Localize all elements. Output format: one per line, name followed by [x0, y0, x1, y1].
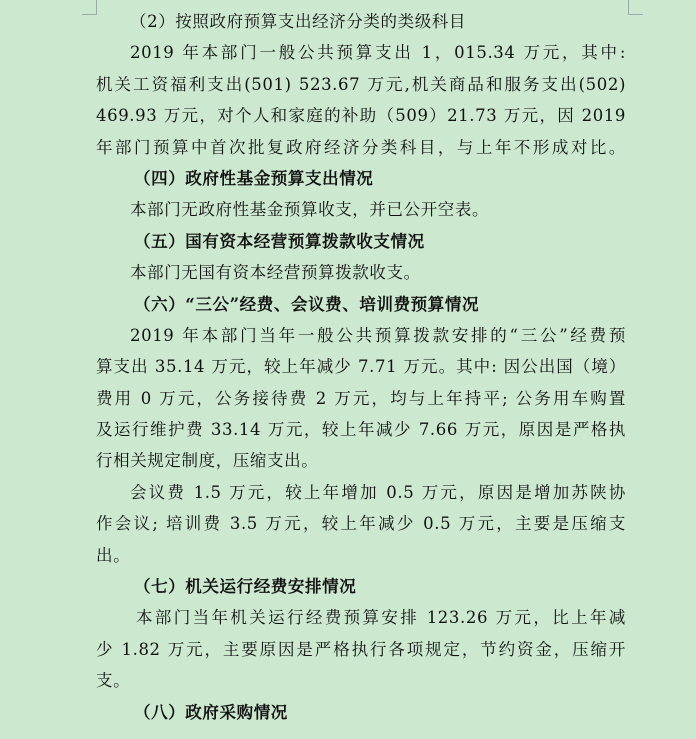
paragraph-line: 2019 年本部门一般公共预算支出 1，015.34 万元，其中:	[130, 43, 626, 63]
section-heading: （四）政府性基金预算支出情况	[134, 168, 374, 188]
subsection-heading: （2）按照政府预算支出经济分类的类级科目	[130, 12, 466, 31]
paragraph-line: 本部门无国有资本经营预算拨款收支。	[130, 263, 421, 283]
paragraph-line: 会议费 1.5 万元，较上年增加 0.5 万元，原因是增加苏陕协	[130, 482, 626, 502]
paragraph-line: 及运行维护费 33.14 万元，较上年减少 7.66 万元，原因是严格执	[96, 420, 626, 440]
paragraph-line: 机关工资福利支出(501) 523.67 万元,机关商品和服务支出(502)	[96, 74, 626, 94]
section-heading: （五）国有资本经营预算拨款收支情况	[134, 231, 425, 251]
paragraph-line: 2019 年本部门当年一般公共预算拨款安排的“三公”经费预	[130, 325, 626, 345]
section-heading: （八）政府采购情况	[134, 702, 288, 722]
page-corner-mark-left	[82, 0, 97, 15]
paragraph-line: 行相关规定制度，压缩支出。	[96, 451, 319, 471]
section-heading: （七）机关运行经费安排情况	[134, 577, 357, 597]
paragraph-line: 算支出 35.14 万元，较上年减少 7.71 万元。其中: 因公出国（境）	[96, 357, 626, 377]
paragraph-line: 作会议; 培训费 3.5 万元，较上年减少 0.5 万元，主要是压缩支	[96, 514, 626, 534]
paragraph-line: 年部门预算中首次批复政府经济分类科目，与上年不形成对比。	[96, 137, 626, 157]
page-corner-mark-right	[628, 0, 643, 15]
paragraph-line: 本部门无政府性基金预算收支，并已公开空表。	[130, 200, 490, 220]
document-body	[96, 6, 626, 728]
paragraph-line: 支。	[96, 671, 131, 691]
paragraph-line: 本部门当年机关运行经费预算安排 123.26 万元，比上年减	[136, 608, 626, 628]
paragraph-line: 469.93 万元，对个人和家庭的补助（509）21.73 万元，因 2019	[96, 106, 626, 126]
paragraph-line: 费用 0 万元，公务接待费 2 万元，均与上年持平; 公务用车购置	[96, 388, 626, 408]
paragraph-line: 少 1.82 万元，主要原因是严格执行各项规定，节约资金，压缩开	[96, 639, 626, 659]
section-heading: （六）“三公”经费、会议费、培训费预算情况	[134, 294, 480, 314]
paragraph-line: 出。	[96, 545, 131, 565]
